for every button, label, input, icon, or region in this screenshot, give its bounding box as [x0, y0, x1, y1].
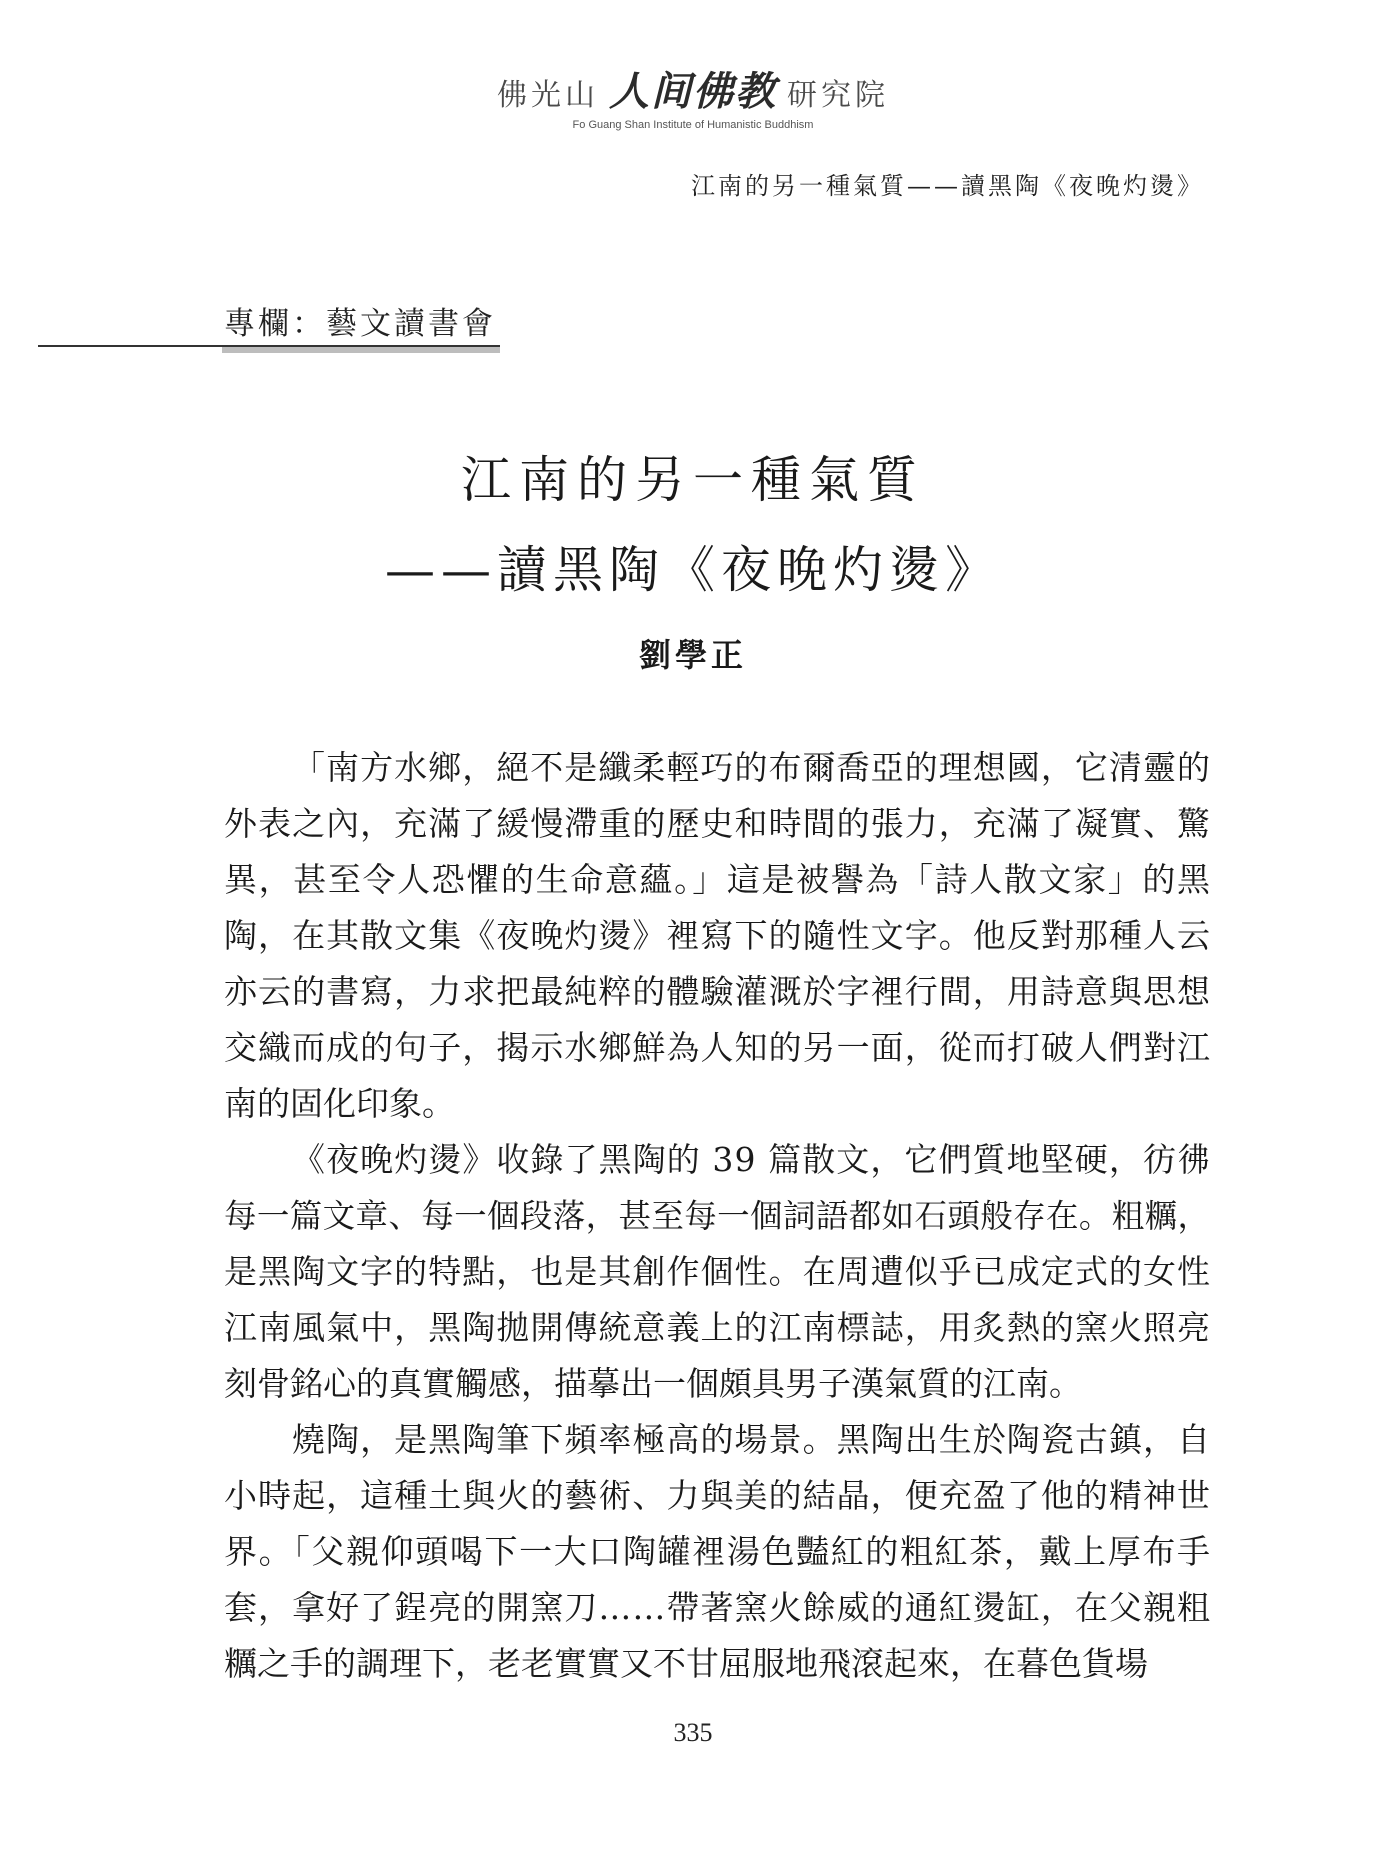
institute-logo: [0, 60, 1386, 117]
text-line: 外表之內，充滿了緩慢滯重的歷史和時間的張力，充滿了凝實、驚: [224, 804, 1212, 843]
institute-brand: 人间佛教: [609, 68, 777, 115]
text-line: 小時起，這種土與火的藝術、力與美的結晶，便充盈了他的精神世: [224, 1476, 1212, 1515]
text-line: 是黑陶文字的特點，也是其創作個性。在周遭似乎已成定式的女性: [224, 1252, 1212, 1291]
institute-suffix: 研究院: [787, 78, 889, 113]
text-line: 刻骨銘心的真實觸感，描摹出一個頗具男子漢氣質的江南。: [224, 1364, 1082, 1403]
article-author: 劉學正: [638, 636, 747, 674]
running-head: 江南的另一種氣質——讀黑陶《夜晚灼燙》: [691, 172, 1204, 200]
text-line: 套，拿好了鋥亮的開窯刀……帶著窯火餘威的通紅燙缸，在父親粗: [224, 1588, 1212, 1627]
institute-english-name: Fo Guang Shan Institute of Humanistic Buddhism: [572, 119, 814, 131]
text-line: 江南風氣中，黑陶拋開傳統意義上的江南標誌，用炙熱的窯火照亮: [224, 1308, 1212, 1347]
article-subtitle: ——讀黑陶《夜晚灼燙》: [385, 541, 1001, 599]
text-line: 《夜晚灼燙》收錄了黑陶的 39 篇散文，它們質地堅硬，彷彿: [292, 1140, 1212, 1179]
text-line: 交織而成的句子，揭示水鄉鮮為人知的另一面，從而打破人們對江: [224, 1028, 1212, 1067]
column-rule-shade: [222, 347, 500, 353]
text-line: 亦云的書寫，力求把最純粹的體驗灌溉於字裡行間，用詩意與思想: [224, 972, 1212, 1011]
article-title: 江南的另一種氣質: [461, 451, 925, 509]
text-line: 燒陶，是黑陶筆下頻率極高的場景。黑陶出生於陶瓷古鎮，自: [292, 1420, 1212, 1459]
text-line: 「南方水鄉，絕不是纖柔輕巧的布爾喬亞的理想國，它清靈的: [292, 748, 1212, 787]
page-number: 335: [673, 1718, 713, 1747]
paragraph: [224, 1132, 1210, 1412]
paragraph: [224, 1412, 1210, 1692]
text-line: 每一篇文章、每一個段落，甚至每一個詞語都如石頭般存在。粗糲，: [224, 1197, 1211, 1235]
text-line: 陶，在其散文集《夜晚灼燙》裡寫下的隨性文字。他反對那種人云: [224, 916, 1212, 955]
text-line: 南的固化印象。: [224, 1084, 455, 1123]
article-body: [224, 740, 1210, 1692]
text-line: 界。「父親仰頭喝下一大口陶罐裡湯色豔紅的粗紅茶，戴上厚布手: [224, 1532, 1212, 1571]
text-line: 異，甚至令人恐懼的生命意蘊。」這是被譽為「詩人散文家」的黑: [224, 860, 1212, 899]
institute-header: [0, 60, 1386, 131]
paragraph: [224, 740, 1210, 1132]
institute-prefix: 佛光山: [497, 78, 599, 113]
text-line: 糲之手的調理下，老老實實又不甘屈服地飛滾起來，在暮色貨場: [224, 1644, 1148, 1683]
column-label: 專欄：藝文讀書會: [224, 306, 496, 342]
